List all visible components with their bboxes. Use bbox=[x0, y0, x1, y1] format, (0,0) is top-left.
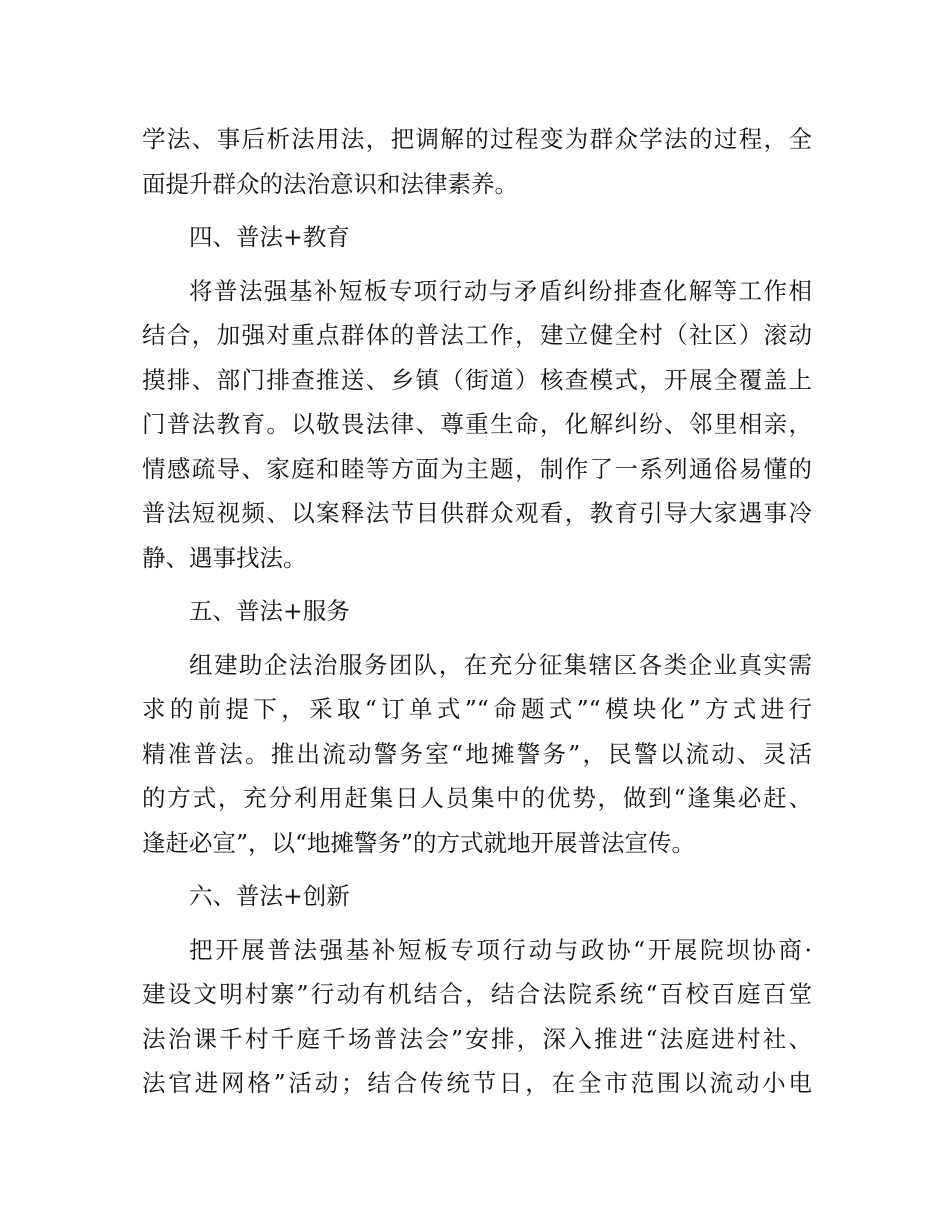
text-line: 摸排、部门排查推送、乡镇（街道）核查模式，开展全覆盖上 bbox=[142, 365, 812, 394]
text-line: 组建助企法治服务团队，在充分征集辖区各类企业真实需 bbox=[189, 650, 812, 679]
section-heading bbox=[142, 215, 812, 260]
text-line: 精准普法。推出流动警务室“地摊警务”，民警以流动、灵活 bbox=[142, 739, 812, 768]
text-line: 静、遇事找法。 bbox=[142, 543, 307, 572]
paragraph bbox=[142, 117, 812, 206]
paragraph bbox=[142, 269, 812, 581]
text-line: 结合，加强对重点群体的普法工作，建立健全村（社区）滚动 bbox=[142, 321, 812, 349]
text-line: 将普法强基补短板专项行动与矛盾纠纷排查化解等工作相 bbox=[189, 276, 812, 305]
text-line: 情感疏导、家庭和睦等方面为主题，制作了一系列通俗易懂的 bbox=[142, 454, 812, 483]
text-line: 法治课千村千庭千场普法会”安排，深入推进“法庭进村社、 bbox=[142, 1024, 812, 1053]
heading-text: 六、普法+创新 bbox=[189, 882, 350, 910]
section-heading bbox=[142, 589, 812, 634]
text-line: 的方式，充分利用赶集日人员集中的优势，做到“逢集必赶、 bbox=[142, 784, 812, 812]
text-line: 面提升群众的法治意识和法律素养。 bbox=[142, 169, 518, 198]
text-line: 学法、事后析法用法，把调解的过程变为群众学法的过程，全 bbox=[142, 125, 812, 153]
section-heading bbox=[142, 874, 812, 919]
text-line: 建设文明村寨”行动有机结合，结合法院系统“百校百庭百堂 bbox=[142, 980, 812, 1008]
text-line: 法官进网格”活动；结合传统节日，在全市范围以流动小电 bbox=[142, 1069, 812, 1097]
text-line: 门普法教育。以敬畏法律、尊重生命，化解纠纷、邻里相亲， bbox=[142, 410, 812, 438]
document-page bbox=[142, 117, 812, 1115]
text-line: 求的前提下，采取“订单式”“命题式”“模块化”方式进行 bbox=[142, 695, 812, 723]
paragraph bbox=[142, 928, 812, 1106]
text-line: 把开展普法强基补短板专项行动与政协“开展院坝协商· bbox=[189, 935, 812, 964]
heading-text: 四、普法+教育 bbox=[189, 223, 350, 251]
text-line: 逢赶必宣”，以“地摊警务”的方式就地开展普法宣传。 bbox=[142, 828, 696, 857]
heading-text: 五、普法+服务 bbox=[189, 597, 350, 625]
paragraph bbox=[142, 643, 812, 866]
text-line: 普法短视频、以案释法节目供群众观看，教育引导大家遇事冷 bbox=[142, 499, 812, 527]
